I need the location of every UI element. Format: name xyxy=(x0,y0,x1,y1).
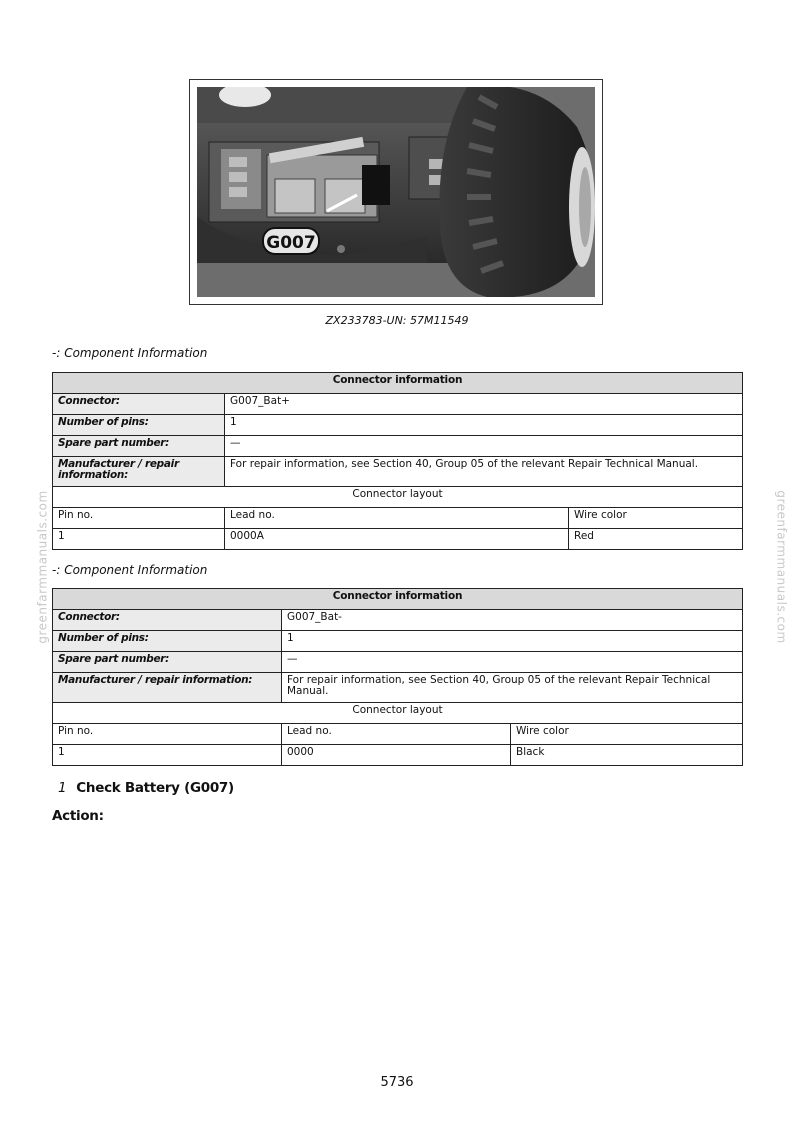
wire-color: Red xyxy=(569,529,743,550)
column-header: Lead no. xyxy=(282,724,511,745)
row-label: Spare part number: xyxy=(53,436,225,457)
row-value: — xyxy=(282,652,743,673)
machine-illustration xyxy=(197,87,595,297)
page-number: 5736 xyxy=(380,1075,414,1090)
pin-header-row xyxy=(53,724,743,745)
table-row xyxy=(53,436,743,457)
row-label: Connector: xyxy=(53,394,225,415)
row-value: For repair information, see Section 40, Group 05 of the relevant Repair Technical Manual. xyxy=(225,457,743,487)
action-label: Action: xyxy=(52,808,104,824)
table-row xyxy=(53,457,743,487)
connector-layout-title: Connector layout xyxy=(53,703,743,724)
battery-location-figure xyxy=(189,79,603,305)
table-row xyxy=(53,652,743,673)
step-number: 1 xyxy=(58,780,67,796)
pin-row xyxy=(53,529,743,550)
wire-color: Black xyxy=(511,745,743,766)
connector-table-bat-plus xyxy=(52,372,743,550)
row-value: 1 xyxy=(282,631,743,652)
row-value: 1 xyxy=(225,415,743,436)
table-row xyxy=(53,673,743,703)
pin-header-row xyxy=(53,508,743,529)
row-value: For repair information, see Section 40, Group 05 of the relevant Repair Technical Manual. xyxy=(282,673,743,703)
table-row xyxy=(53,415,743,436)
row-label: Manufacturer / repair information: xyxy=(53,457,225,487)
watermark-left: greenfarmmanuals.com xyxy=(35,490,50,644)
column-header: Pin no. xyxy=(53,724,282,745)
step-title: Check Battery (G007) xyxy=(76,780,234,796)
row-label: Manufacturer / repair information: xyxy=(53,673,282,703)
column-header: Wire color xyxy=(569,508,743,529)
section-title-1: -: Component Information xyxy=(52,346,208,360)
section-title-2: -: Component Information xyxy=(52,563,208,577)
table-row xyxy=(53,394,743,415)
watermark-right: greenfarmmanuals.com xyxy=(774,490,789,644)
row-label: Number of pins: xyxy=(53,631,282,652)
column-header: Lead no. xyxy=(225,508,569,529)
column-header: Wire color xyxy=(511,724,743,745)
table-row xyxy=(53,610,743,631)
pin-number: 1 xyxy=(53,745,282,766)
row-value: — xyxy=(225,436,743,457)
figure-caption: ZX233783-UN: 57M11549 xyxy=(325,314,469,327)
pin-row xyxy=(53,745,743,766)
connector-layout-title: Connector layout xyxy=(53,487,743,508)
lead-number: 0000 xyxy=(282,745,511,766)
row-value: G007_Bat- xyxy=(282,610,743,631)
figure-callout: G007 xyxy=(266,233,316,253)
lead-number: 0000A xyxy=(225,529,569,550)
row-label: Connector: xyxy=(53,610,282,631)
row-label: Spare part number: xyxy=(53,652,282,673)
table-header: Connector information xyxy=(53,373,743,394)
table-header: Connector information xyxy=(53,589,743,610)
connector-table-bat-minus xyxy=(52,588,743,766)
column-header: Pin no. xyxy=(53,508,225,529)
table-row xyxy=(53,631,743,652)
row-label: Number of pins: xyxy=(53,415,225,436)
pin-number: 1 xyxy=(53,529,225,550)
step-heading xyxy=(58,780,234,796)
row-value: G007_Bat+ xyxy=(225,394,743,415)
